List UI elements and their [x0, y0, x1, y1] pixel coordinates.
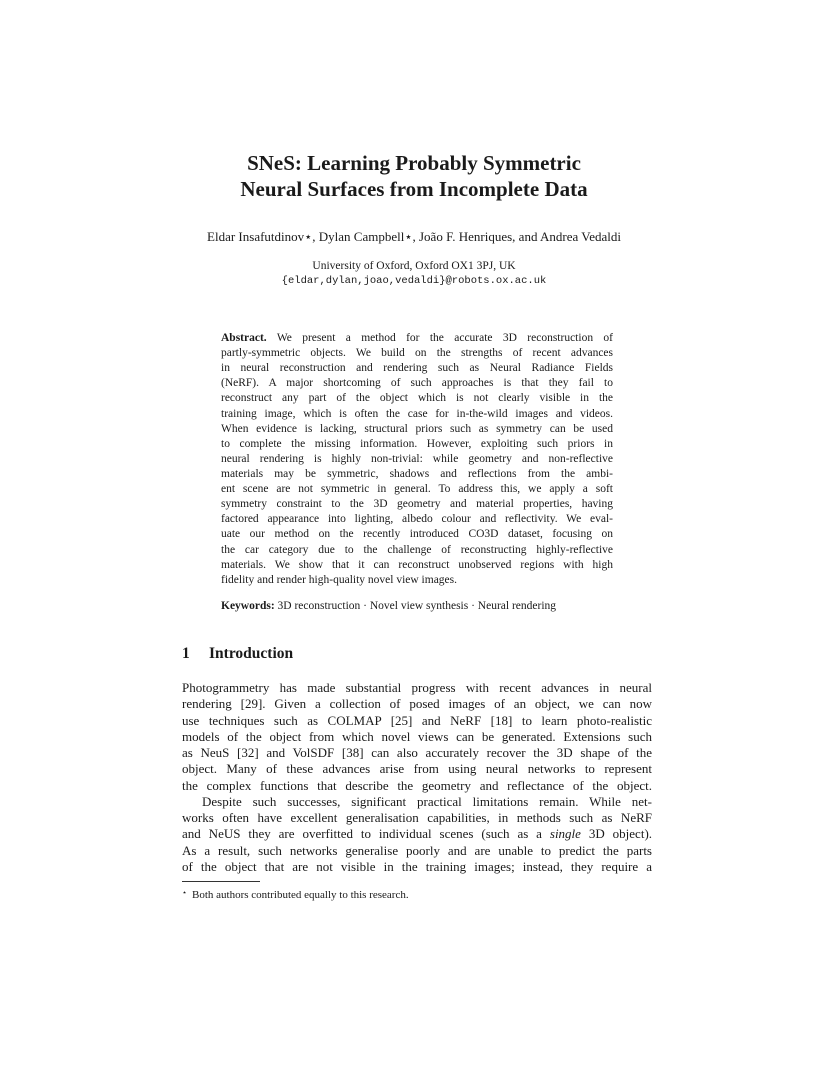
section-number: 1 [182, 645, 190, 662]
abstract-line: (NeRF). A major shortcoming of such approaches is that they fail to [221, 377, 613, 390]
abstract-line: materials may be symmetric, shadows and reflections from the ambi- [221, 467, 613, 480]
body-text [182, 680, 652, 875]
body-line: as NeuS [32] and VolSDF [38] can also accurately recover the 3D shape of the [182, 745, 652, 760]
abstract-line: partly-symmetric objects. We build on the strengths of recent advances [221, 347, 613, 360]
body-text-run: and NeUS they are overfitted to individual scenes (such as a [182, 826, 542, 842]
body-line: Photogrammetry has made substantial progress with recent advances in neural [182, 680, 652, 695]
abstract-line: training image, which is often the case for in-the-wild images and videos. [221, 407, 613, 420]
body-text-run: 3D object). [588, 826, 653, 842]
keywords [221, 599, 621, 614]
abstract-line: uate our method on the recently introduced CO3D dataset, focusing on [221, 528, 613, 541]
abstract-line: symmetry constraint to the 3D geometry and material properties, having [221, 498, 613, 511]
abstract-line: neural rendering is highly non-trivial: while geometry and non-reflective [221, 452, 613, 465]
section-title: Introduction [209, 645, 294, 662]
keywords-label: Keywords: [221, 600, 275, 612]
abstract-line: ent scene are not symmetric in general. To address this, we apply a soft [221, 483, 613, 496]
body-line: object. Many of these advances arise from using neural networks to represent [182, 761, 652, 777]
abstract-line: the car category due to the challenge of reconstructing highly-reflective [221, 543, 613, 556]
abstract-line: fidelity and render high-quality novel view images. [221, 573, 458, 586]
body-line: the complex functions that describe the geometry and reflectance of the object. [182, 777, 652, 793]
abstract-text: We present a method for the accurate 3D reconstruction of [276, 332, 613, 344]
title-line-1: SNeS: Learning Probably Symmetric [247, 151, 581, 175]
body-line: As a result, such networks generalise poorly and are unable to predict the parts [182, 842, 652, 858]
abstract-line: in neural reconstruction and rendering such as Neural Radiance Fields [221, 362, 613, 375]
body-line: of the object that are not visible in the training images; instead, they require a [182, 858, 652, 874]
abstract-label: Abstract. [221, 332, 267, 344]
body-line [182, 826, 652, 842]
footnote-mark: ⋆ [182, 888, 188, 897]
paper-title [0, 150, 828, 202]
section-heading [182, 644, 293, 664]
affiliation [0, 259, 828, 289]
abstract-line: to complete the missing information. However, exploiting such priors in [221, 437, 613, 450]
footnote [182, 886, 409, 902]
body-line: use techniques such as COLMAP [25] and NeRF [18] to learn photo-realistic [182, 712, 652, 728]
abstract-line: materials. We show that it can reconstruct unobserved regions with high [221, 558, 613, 571]
body-line: rendering [29]. Given a collection of posed images of an object, we can now [182, 696, 652, 712]
abstract-line: reconstruct any part of the object which is not clearly visible in the [221, 392, 613, 405]
abstract-line [221, 331, 613, 346]
author-list: Eldar Insafutdinov⋆, Dylan Campbell⋆, João F. Henriques, and Andrea Vedaldi [207, 229, 621, 244]
keywords-text: 3D reconstruction · Novel view synthesis · Neural rendering [277, 600, 557, 612]
body-line: works often have excellent generalisation capabilities, in methods such as NeRF [182, 810, 652, 825]
institution: University of Oxford, Oxford OX1 3PJ, UK [312, 260, 516, 272]
author-emails: {eldar,dylan,joao,vedaldi}@robots.ox.ac.uk [281, 275, 547, 287]
footnote-text: Both authors contributed equally to this research. [192, 889, 409, 901]
footnote-divider [182, 881, 260, 882]
emphasis: single [549, 826, 581, 842]
title-line-2: Neural Surfaces from Incomplete Data [240, 177, 588, 201]
abstract-line: When evidence is lacking, structural priors such as symmetry can be used [221, 422, 613, 435]
body-line: Despite such successes, significant practical limitations remain. While net- [202, 793, 652, 809]
abstract-line: factored appearance into lighting, albedo colour and reflectivity. We eval- [221, 513, 613, 526]
abstract [221, 331, 613, 588]
body-line: models of the object from which novel views can be generated. Extensions such [182, 728, 652, 744]
